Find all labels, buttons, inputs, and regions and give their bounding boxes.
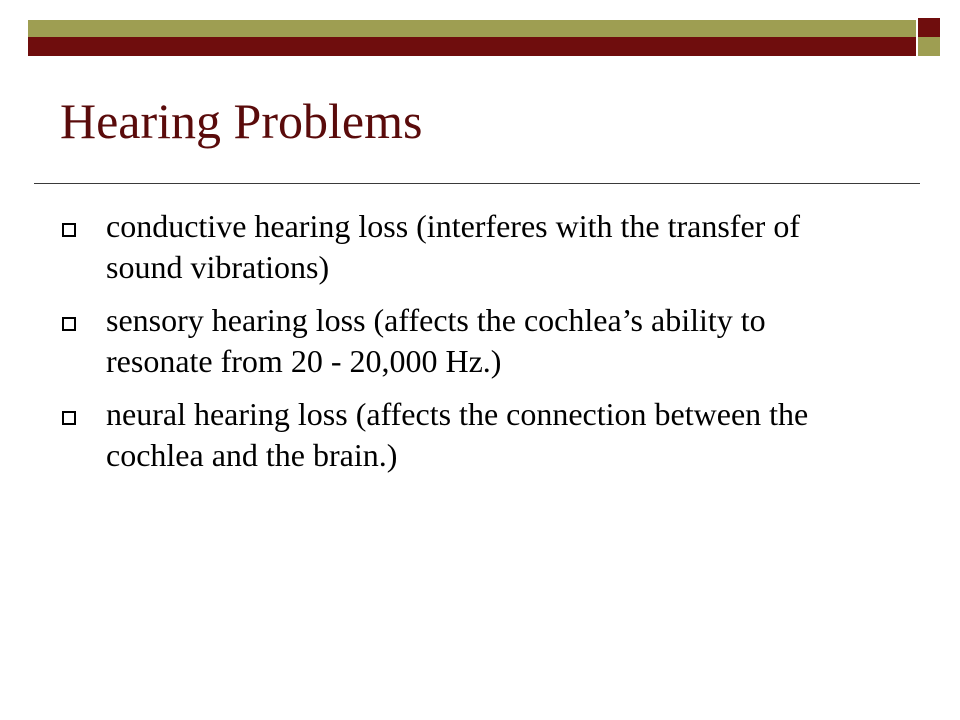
bullet-item: [60, 206, 860, 288]
corner-decoration-bottom: [918, 37, 940, 56]
square-bullet-icon: [62, 317, 76, 331]
bullet-text: conductive hearing loss (interferes with the transfer of sound vibrations): [106, 208, 800, 285]
square-bullet-icon: [62, 411, 76, 425]
corner-decoration-top: [918, 18, 940, 38]
header-decoration-stripe: [28, 37, 916, 56]
bullet-item: [60, 394, 860, 476]
bullet-item: [60, 300, 860, 382]
slide-title: Hearing Problems: [60, 93, 423, 149]
bullet-text: sensory hearing loss (affects the cochlea’s ability to resonate from 20 - 20,000 Hz.): [106, 302, 766, 379]
bullet-list: [60, 206, 860, 488]
title-divider: [34, 183, 920, 184]
bullet-text: neural hearing loss (affects the connection between the cochlea and the brain.): [106, 396, 809, 473]
square-bullet-icon: [62, 223, 76, 237]
